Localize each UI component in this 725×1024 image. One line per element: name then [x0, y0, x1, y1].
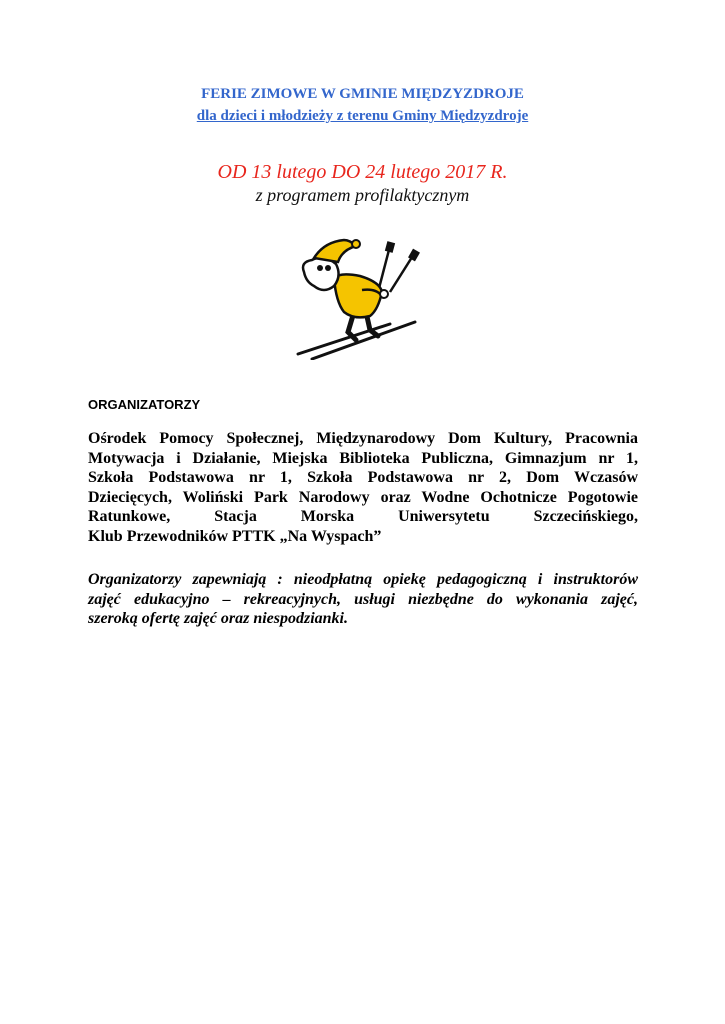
note-line: Organizatorzy zapewniają : nieodpłatną opiekę pedagogiczną i instruktorów	[88, 571, 638, 588]
skier-icon	[290, 232, 430, 360]
note-line: zajęć edukacyjno – rekreacyjnych, usługi niezbędne do wykonania zajęć,	[88, 590, 638, 608]
organizers-line: Ośrodek Pomocy Społecznej, Międzynarodowy Dom Kultury, Pracownia	[88, 430, 638, 447]
page-subtitle: dla dzieci i młodzieży z terenu Gminy Międzyzdroje	[196, 108, 529, 124]
organizers-list	[88, 429, 638, 547]
organizers-line: Motywacja i Działanie, Miejska Biblioteka Publiczna, Gimnazjum nr 1,	[88, 449, 638, 467]
organizers-line: Klub Przewodników PTTK „Na Wyspach”	[88, 527, 382, 545]
page-title: FERIE ZIMOWE W GMINIE MIĘDZYZDROJE	[201, 86, 524, 102]
organizers-line: Szkoła Podstawowa nr 1, Szkoła Podstawowa nr 2, Dom Wczasów	[88, 469, 638, 487]
note-line: szeroką ofertę zajęć oraz niespodzianki.	[88, 610, 348, 628]
organizers-heading: ORGANIZATORZY	[88, 397, 201, 412]
organizers-line: Dziecięcych, Woliński Park Narodowy oraz Wodne Ochotnicze Pogotowie	[88, 488, 638, 506]
organizers-note	[88, 570, 638, 629]
program-note: z programem profilaktycznym	[255, 185, 470, 205]
event-dates: OD 13 lutego DO 24 lutego 2017 R.	[217, 161, 508, 183]
organizers-line: Ratunkowe, Stacja Morska Uniwersytetu Szczecińskiego,	[88, 508, 638, 526]
